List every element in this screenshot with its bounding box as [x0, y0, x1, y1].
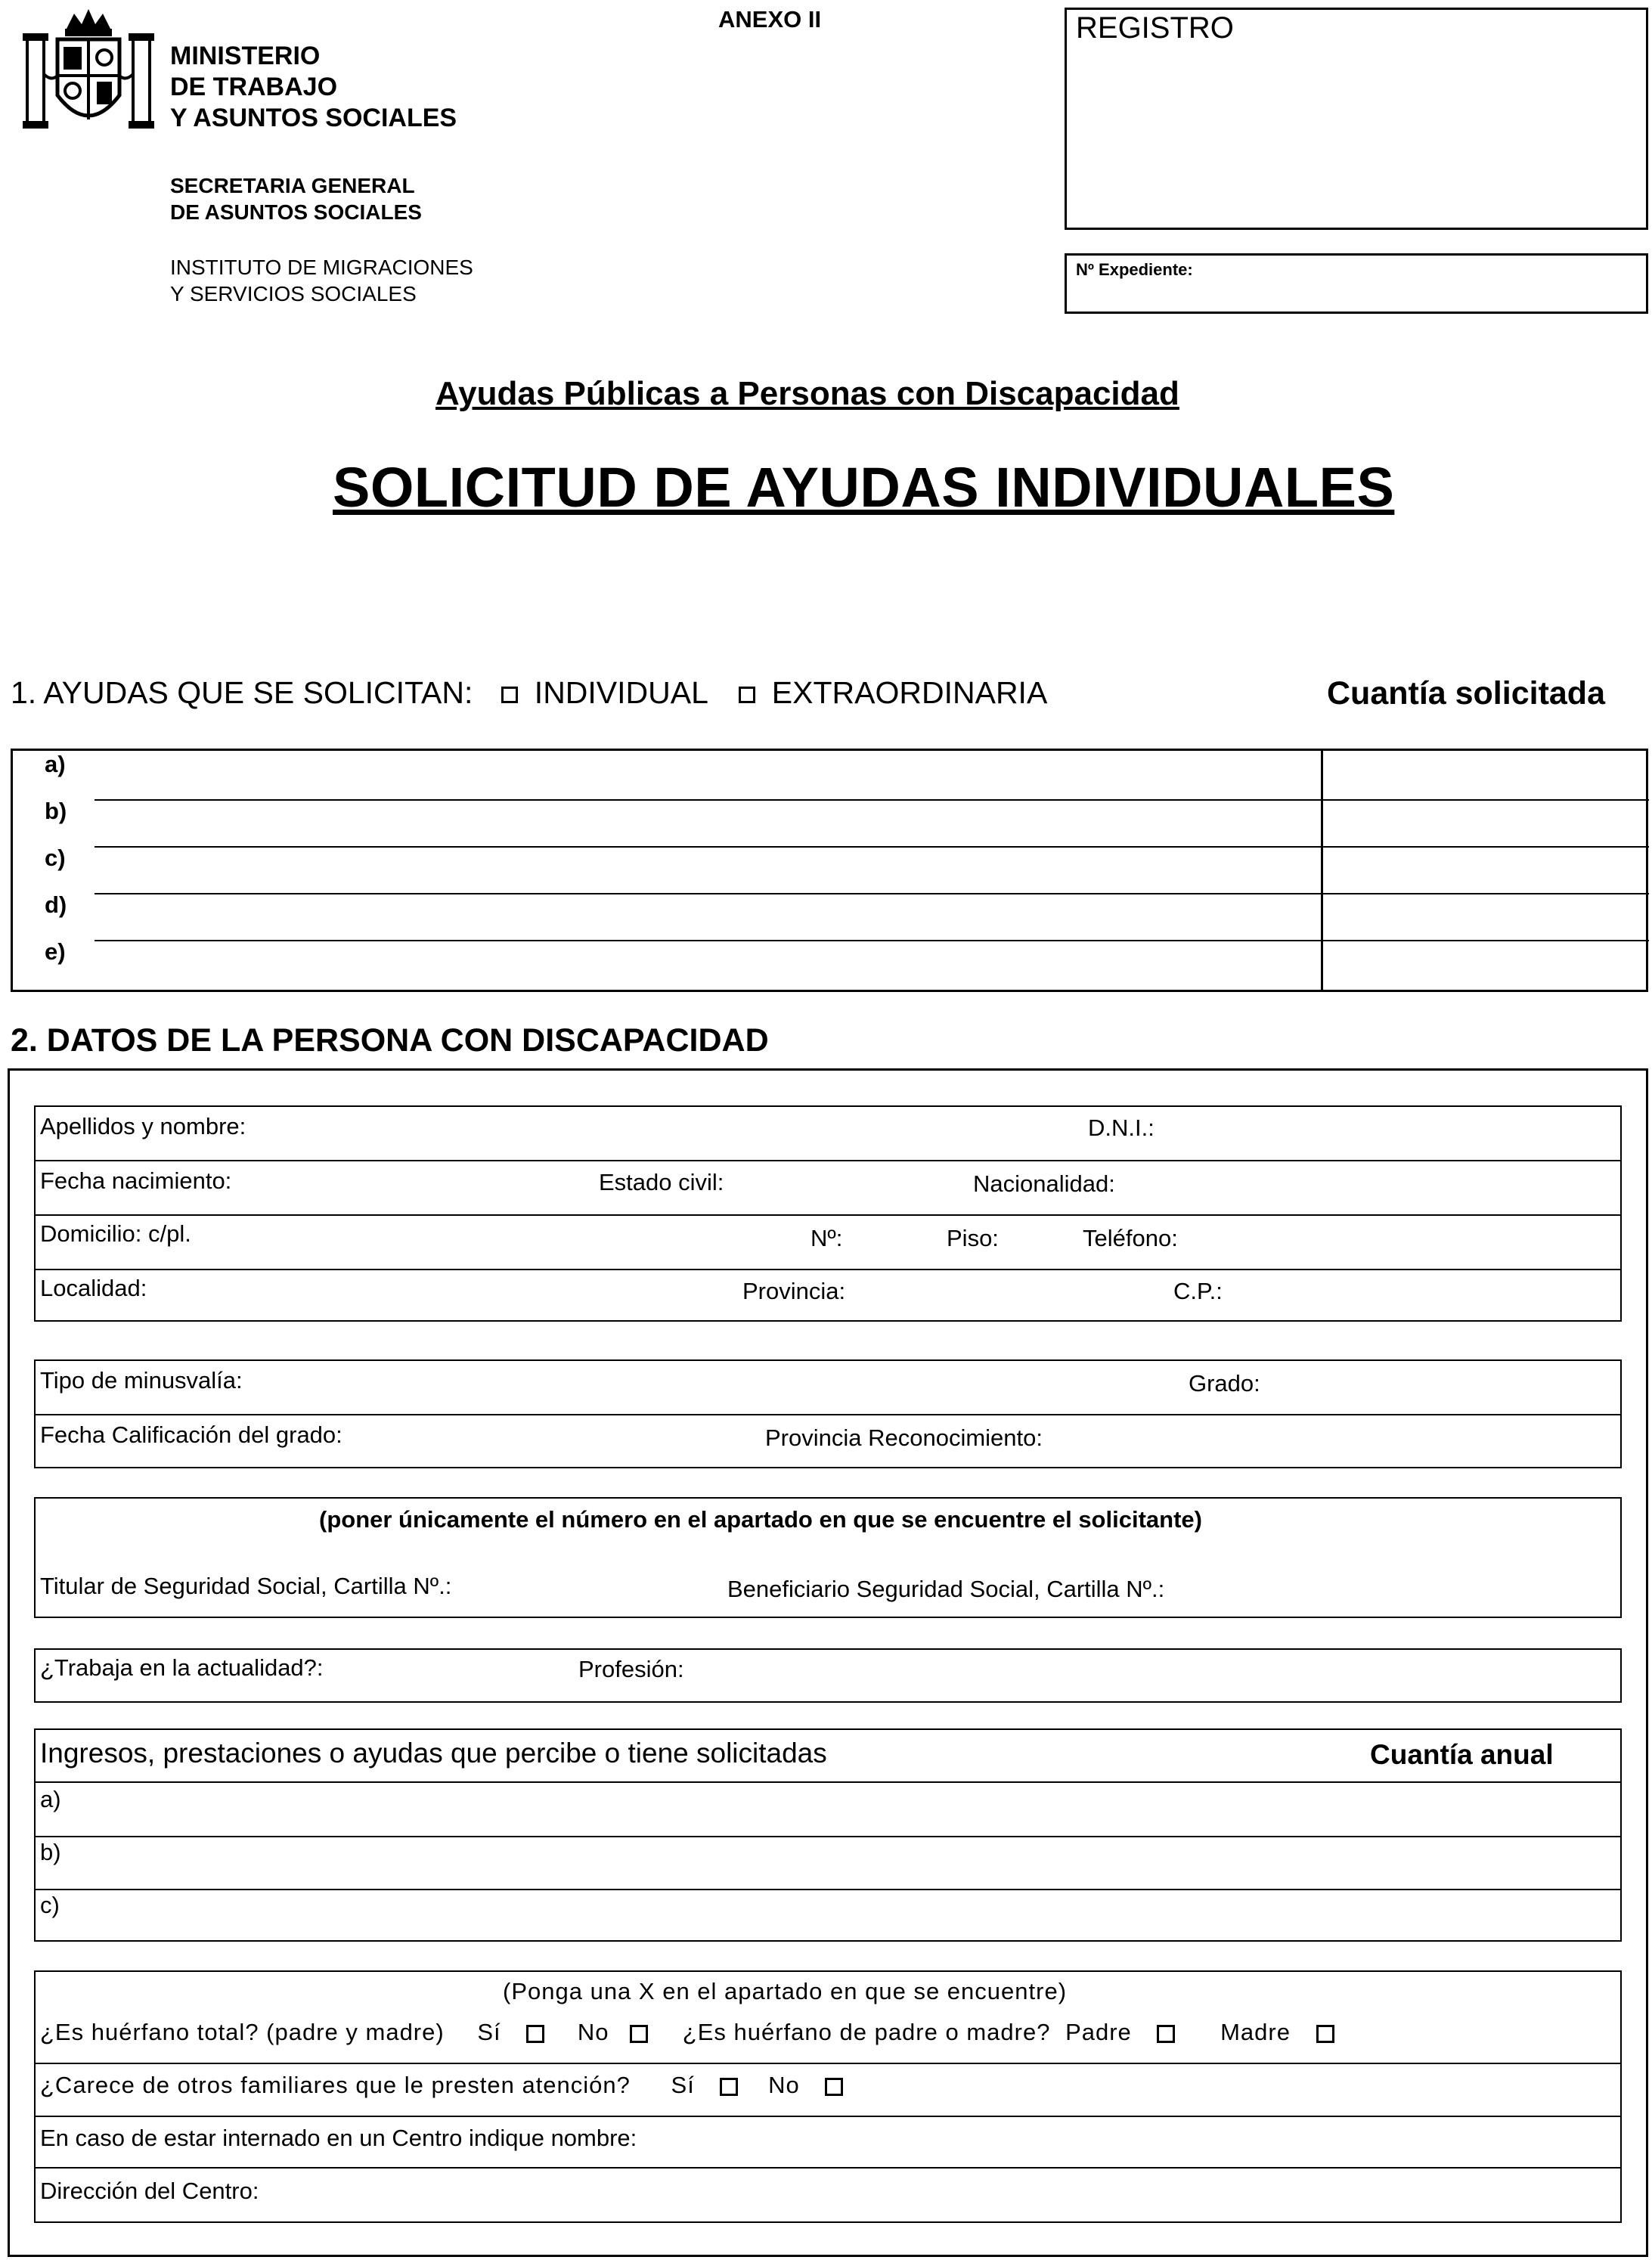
individual-label: INDIVIDUAL [534, 675, 708, 710]
row-divider [36, 2167, 1620, 2169]
ss-note: (poner únicamente el número en el apartado en que se encuentre el solicitante) [319, 1506, 1202, 1533]
orphan-row [40, 2019, 1334, 2046]
ingresos-row-label: c) [40, 1892, 60, 1918]
huerfano-padre-madre-label: ¿Es huérfano de padre o madre? [682, 2019, 1051, 2045]
expediente-label: Nº Expediente: [1076, 260, 1193, 279]
coat-of-arms-logo [21, 6, 156, 141]
row-divider [36, 1214, 1620, 1216]
row-divider [36, 1836, 1620, 1837]
carece-si-label: Sí [671, 2072, 695, 2098]
nacionalidad-label: Nacionalidad: [973, 1170, 1115, 1197]
amount-row-divider [1322, 940, 1649, 941]
huerfano-total-si-checkbox[interactable] [526, 2025, 544, 2043]
row-divider [36, 1781, 1620, 1783]
instituto-name: INSTITUTO DE MIGRACIONES Y SERVICIOS SOCIALES [170, 256, 473, 305]
madre-checkbox[interactable] [1316, 2025, 1334, 2043]
orphan-note: (Ponga una X en el apartado en que se encuentre) [503, 1978, 1068, 2004]
madre-label: Madre [1220, 2019, 1291, 2045]
cp-label: C.P.: [1173, 1278, 1223, 1304]
fecha-nacimiento-label: Fecha nacimiento: [40, 1167, 232, 1194]
aid-row-label: c) [45, 845, 66, 871]
estado-civil-label: Estado civil: [599, 1169, 724, 1195]
row-divider [36, 2063, 1620, 2064]
profesion-label: Profesión: [578, 1656, 684, 1682]
trabaja-label: ¿Trabaja en la actualidad?: [40, 1654, 324, 1681]
section2-frame [8, 1068, 1648, 2257]
expediente-box[interactable] [1065, 253, 1648, 314]
si-label: Sí [477, 2019, 501, 2045]
ingresos-heading: Ingresos, prestaciones o ayudas que percibe o tiene solicitadas [40, 1738, 827, 1769]
subtitle: Ayudas Públicas a Personas con Discapacidad [435, 375, 1179, 412]
page-title: SOLICITUD DE AYUDAS INDIVIDUALES [333, 456, 1395, 519]
work-block [34, 1648, 1622, 1703]
amount-row-divider [1322, 893, 1649, 894]
direccion-centro-label: Dirección del Centro: [40, 2178, 259, 2204]
aids-row-divider [95, 846, 1321, 848]
row-divider [36, 1160, 1620, 1161]
beneficiario-ss-label: Beneficiario Seguridad Social, Cartilla Nº.: [727, 1576, 1165, 1602]
huerfano-total-label: ¿Es huérfano total? (padre y madre) [40, 2019, 445, 2045]
dni-label: D.N.I.: [1088, 1114, 1155, 1141]
numero-label: Nº: [811, 1225, 843, 1251]
provincia-reconocimiento-label: Provincia Reconocimiento: [765, 1425, 1043, 1451]
provincia-label: Provincia: [742, 1278, 846, 1304]
social-security-block [34, 1497, 1622, 1618]
ingresos-row-label: a) [40, 1786, 61, 1812]
section2-heading: 2. DATOS DE LA PERSONA CON DISCAPACIDAD [11, 1022, 769, 1059]
aids-table [11, 749, 1648, 992]
row-divider [36, 1414, 1620, 1415]
amount-heading: Cuantía solicitada [1327, 675, 1605, 711]
aid-row-label: d) [45, 891, 67, 918]
amount-row-divider [1322, 846, 1649, 848]
secretaria-name: SECRETARIA GENERAL DE ASUNTOS SOCIALES [170, 174, 422, 224]
carece-label: ¿Carece de otros familiares que le presten atención? [40, 2072, 631, 2098]
tipo-minusvalia-label: Tipo de minusvalía: [40, 1367, 243, 1394]
individual-checkbox[interactable] [501, 687, 518, 703]
huerfano-total-no-checkbox[interactable] [630, 2025, 648, 2043]
domicilio-label: Domicilio: c/pl. [40, 1220, 191, 1247]
carece-no-checkbox[interactable] [825, 2078, 843, 2096]
apellidos-label: Apellidos y nombre: [40, 1113, 246, 1139]
aid-row-label: e) [45, 938, 66, 965]
grado-label: Grado: [1189, 1370, 1260, 1397]
carece-no-label: No [768, 2072, 800, 2098]
registro-label: REGISTRO [1076, 11, 1234, 45]
aids-row-divider [95, 893, 1321, 894]
section1-heading: 1. AYUDAS QUE SE SOLICITAN: [11, 675, 473, 710]
personal-data-block [34, 1105, 1622, 1322]
no-label: No [577, 2019, 609, 2045]
fecha-calificacion-label: Fecha Calificación del grado: [40, 1421, 342, 1448]
registro-box[interactable] [1065, 8, 1648, 230]
aid-row-label: b) [45, 798, 67, 824]
ingresos-row-label: b) [40, 1839, 61, 1865]
padre-checkbox[interactable] [1157, 2025, 1175, 2043]
aids-row-divider [95, 940, 1321, 941]
piso-label: Piso: [947, 1225, 999, 1251]
localidad-label: Localidad: [40, 1275, 147, 1301]
telefono-label: Teléfono: [1083, 1225, 1178, 1251]
extraordinaria-label: EXTRAORDINARIA [771, 675, 1048, 710]
row-divider [36, 1889, 1620, 1890]
cuantia-anual-heading: Cuantía anual [1370, 1739, 1554, 1770]
section1-heading-row [11, 675, 1047, 711]
row-divider [36, 2116, 1620, 2117]
family-situation-block [34, 1970, 1622, 2223]
carece-si-checkbox[interactable] [720, 2078, 738, 2096]
aids-table-divider [1321, 751, 1323, 991]
ministry-name: MINISTERIO DE TRABAJO Y ASUNTOS SOCIALES [170, 42, 457, 132]
aid-row-label: a) [45, 751, 66, 777]
titular-ss-label: Titular de Seguridad Social, Cartilla Nº.: [40, 1573, 452, 1599]
annex-label: ANEXO II [718, 6, 822, 33]
carece-row [40, 2072, 843, 2099]
extraordinaria-checkbox[interactable] [739, 687, 755, 703]
row-divider [36, 1269, 1620, 1270]
income-block [34, 1728, 1622, 1942]
disability-block [34, 1359, 1622, 1468]
internado-label: En caso de estar internado en un Centro indique nombre: [40, 2125, 637, 2151]
padre-label: Padre [1065, 2019, 1132, 2045]
amount-row-divider [1322, 799, 1649, 801]
aids-row-divider [95, 799, 1321, 801]
